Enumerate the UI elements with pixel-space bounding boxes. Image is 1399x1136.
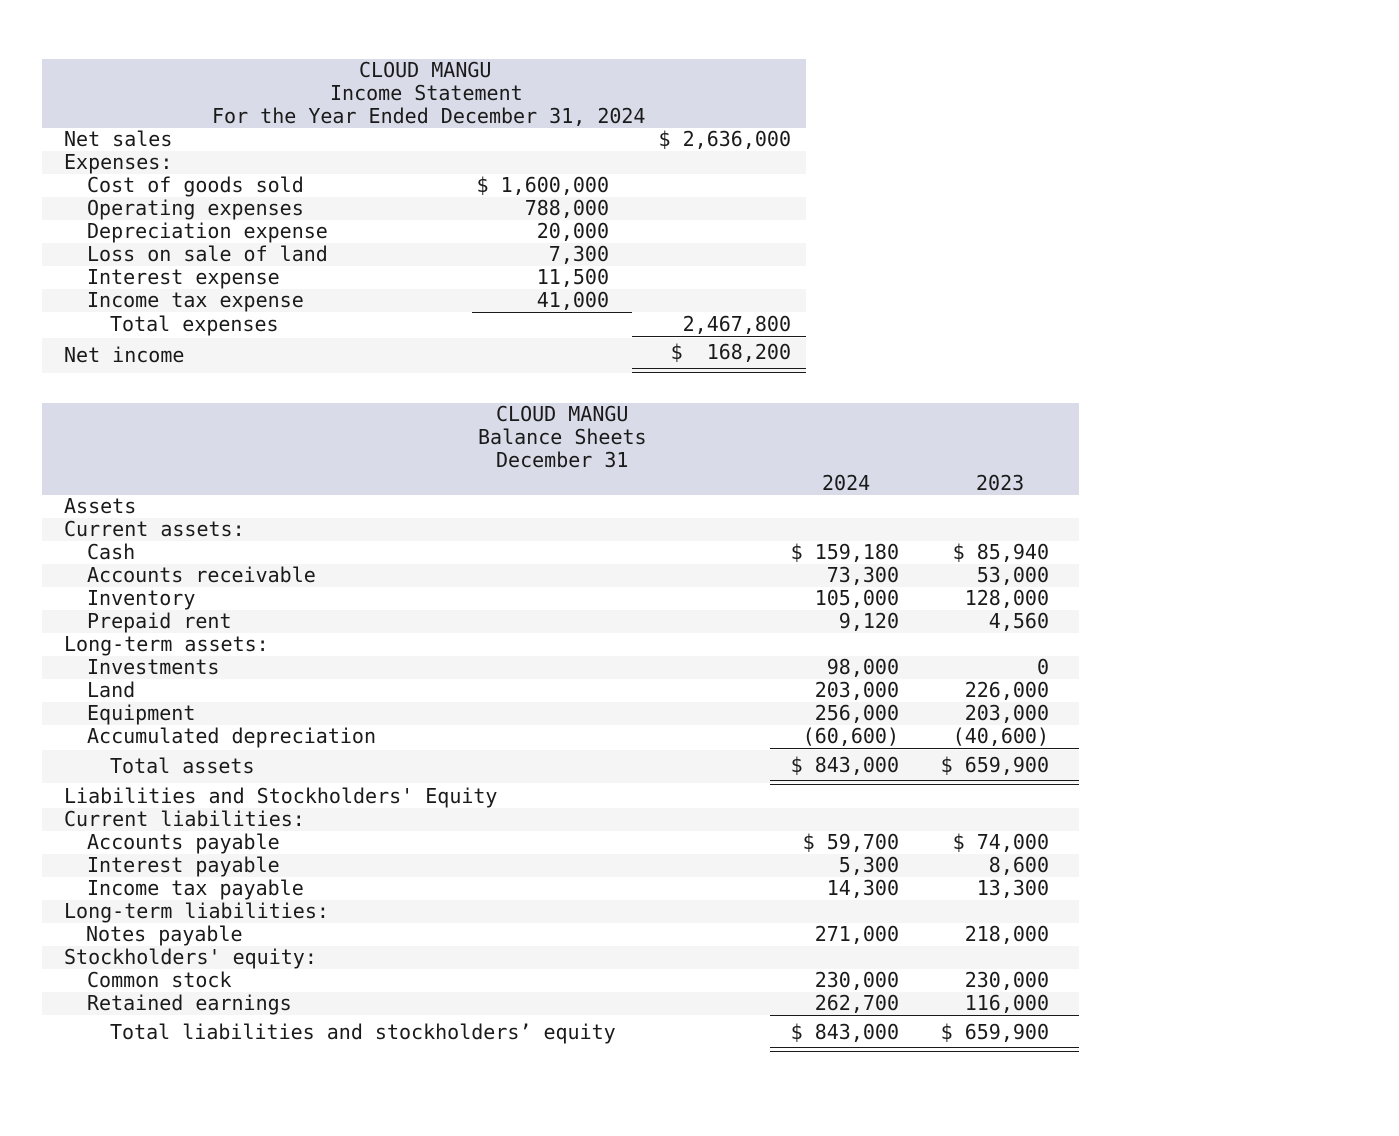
total-expenses-label: Total expenses — [110, 312, 279, 336]
value-2023: 4,560 — [988, 609, 1049, 633]
is-row-expenses-heading — [42, 151, 806, 174]
balance-sheet — [42, 403, 1079, 1053]
line-item-label: Notes payable — [86, 922, 243, 946]
value-2023: 203,000 — [964, 701, 1049, 725]
bs-row-total-assets — [42, 750, 1079, 783]
value-2024: 256,000 — [814, 701, 899, 725]
table-row — [42, 610, 1079, 633]
value-2024: (60,600) — [802, 724, 899, 748]
bs-row-total-liabilities-equity — [42, 1021, 1079, 1044]
line-item-label: Interest payable — [87, 853, 280, 877]
line-item-label: Income tax payable — [87, 876, 304, 900]
is-company-name: CLOUD MANGU — [359, 58, 492, 82]
is-row-expense — [42, 289, 806, 312]
value-2023: $ 85,940 — [952, 540, 1049, 564]
assets-label: Assets — [64, 494, 137, 518]
is-row-net-sales — [42, 128, 806, 151]
table-row — [42, 877, 1079, 900]
expense-value: 788,000 — [524, 196, 609, 220]
total-assets-2024: $ 843,000 — [790, 753, 899, 777]
is-row-expense — [42, 197, 806, 220]
table-row — [42, 702, 1079, 725]
value-2023: 226,000 — [964, 678, 1049, 702]
total-assets-2023: $ 659,900 — [940, 753, 1049, 777]
value-2024: 5,300 — [838, 853, 899, 877]
table-row — [42, 587, 1079, 610]
line-item-label: Accumulated depreciation — [87, 724, 376, 748]
line-item-label: Investments — [87, 655, 220, 679]
is-row-total-expenses — [42, 313, 806, 336]
expense-value: 20,000 — [536, 219, 609, 243]
expense-label: Cost of goods sold — [87, 173, 304, 197]
bs-row-long-term-assets-heading — [42, 633, 1079, 656]
total-assets-label: Total assets — [110, 754, 255, 778]
expense-label: Income tax expense — [87, 288, 304, 312]
bs-row-assets-heading — [42, 495, 1079, 518]
total-le-label: Total liabilities and stockholders’ equity — [110, 1020, 616, 1044]
current-assets-label: Current assets: — [64, 517, 245, 541]
expense-label: Interest expense — [87, 265, 280, 289]
value-2023: (40,600) — [952, 724, 1049, 748]
table-row — [42, 992, 1079, 1015]
expense-label: Loss on sale of land — [87, 242, 328, 266]
bs-row-current-liabilities-heading — [42, 808, 1079, 831]
line-item-label: Accounts receivable — [87, 563, 316, 587]
table-row — [42, 656, 1079, 679]
bs-row-long-term-liabilities-heading — [42, 900, 1079, 923]
line-item-label: Accounts payable — [87, 830, 280, 854]
col-header-2024: 2024 — [822, 471, 871, 495]
is-row-expense — [42, 266, 806, 289]
line-item-label: Equipment — [87, 701, 196, 725]
value-2024: 14,300 — [826, 876, 899, 900]
expense-label: Operating expenses — [87, 196, 304, 220]
line-item-label: Prepaid rent — [87, 609, 232, 633]
total-le-2023: $ 659,900 — [940, 1020, 1049, 1044]
table-row — [42, 831, 1079, 854]
income-statement — [42, 59, 806, 373]
value-2024: 98,000 — [826, 655, 899, 679]
value-2024: $ 59,700 — [802, 830, 899, 854]
bs-company-name: CLOUD MANGU — [496, 402, 629, 426]
net-income-value: $ 168,200 — [670, 340, 791, 364]
value-2024: $ 159,180 — [790, 540, 899, 564]
expense-value: $ 1,600,000 — [476, 173, 609, 197]
col-header-2023: 2023 — [976, 471, 1025, 495]
net-sales-value: $ 2,636,000 — [658, 127, 791, 151]
expenses-label: Expenses: — [64, 150, 173, 174]
is-row-expense — [42, 174, 806, 197]
value-2023: 53,000 — [976, 563, 1049, 587]
net-income-label: Net income — [64, 343, 185, 367]
value-2024: 9,120 — [838, 609, 899, 633]
long-term-assets-label: Long-term assets: — [64, 632, 269, 656]
liabilities-equity-label: Liabilities and Stockholders' Equity — [64, 784, 498, 808]
equity-subtotal-rule — [770, 1015, 1079, 1016]
total-expenses-value: 2,467,800 — [682, 312, 791, 336]
value-2023: $ 74,000 — [952, 830, 1049, 854]
expense-value: 41,000 — [536, 288, 609, 312]
line-item-label: Land — [87, 678, 136, 702]
value-2024: 271,000 — [814, 922, 899, 946]
line-item-label: Inventory — [87, 586, 196, 610]
assets-subtotal-rule — [770, 748, 1079, 749]
value-2023: 218,000 — [964, 922, 1049, 946]
value-2023: 13,300 — [976, 876, 1049, 900]
value-2023: 128,000 — [964, 586, 1049, 610]
table-row — [42, 969, 1079, 992]
line-item-label: Cash — [87, 540, 136, 564]
value-2024: 262,700 — [814, 991, 899, 1015]
value-2024: 105,000 — [814, 586, 899, 610]
net-income-double-rule — [632, 368, 806, 373]
is-row-expense — [42, 243, 806, 266]
is-period: For the Year Ended December 31, 2024 — [212, 104, 646, 128]
expense-value: 11,500 — [536, 265, 609, 289]
table-row — [42, 923, 1079, 946]
total-expenses-rule — [632, 336, 806, 337]
table-row — [42, 564, 1079, 587]
bs-title: Balance Sheets — [478, 425, 647, 449]
value-2023: 8,600 — [988, 853, 1049, 877]
current-liabilities-label: Current liabilities: — [64, 807, 305, 831]
net-sales-label: Net sales — [64, 127, 173, 151]
long-term-liabilities-label: Long-term liabilities: — [64, 899, 329, 923]
table-row — [42, 725, 1079, 748]
value-2024: 230,000 — [814, 968, 899, 992]
value-2024: 203,000 — [814, 678, 899, 702]
is-row-expense — [42, 220, 806, 243]
total-le-double-rule — [770, 1047, 1079, 1052]
is-title: Income Statement — [330, 81, 523, 105]
table-row — [42, 541, 1079, 564]
bs-date: December 31 — [496, 448, 629, 472]
value-2023: 116,000 — [964, 991, 1049, 1015]
bs-row-equity-heading — [42, 946, 1079, 969]
line-item-label: Retained earnings — [87, 991, 292, 1015]
table-row — [42, 679, 1079, 702]
table-row — [42, 854, 1079, 877]
total-le-2024: $ 843,000 — [790, 1020, 899, 1044]
bs-row-current-assets-heading — [42, 518, 1079, 541]
value-2023: 230,000 — [964, 968, 1049, 992]
expense-label: Depreciation expense — [87, 219, 328, 243]
expense-value: 7,300 — [548, 242, 609, 266]
value-2024: 73,300 — [826, 563, 899, 587]
bs-row-liabilities-heading — [42, 785, 1079, 808]
equity-label: Stockholders' equity: — [64, 945, 317, 969]
line-item-label: Common stock — [87, 968, 232, 992]
value-2023: 0 — [1036, 655, 1049, 679]
